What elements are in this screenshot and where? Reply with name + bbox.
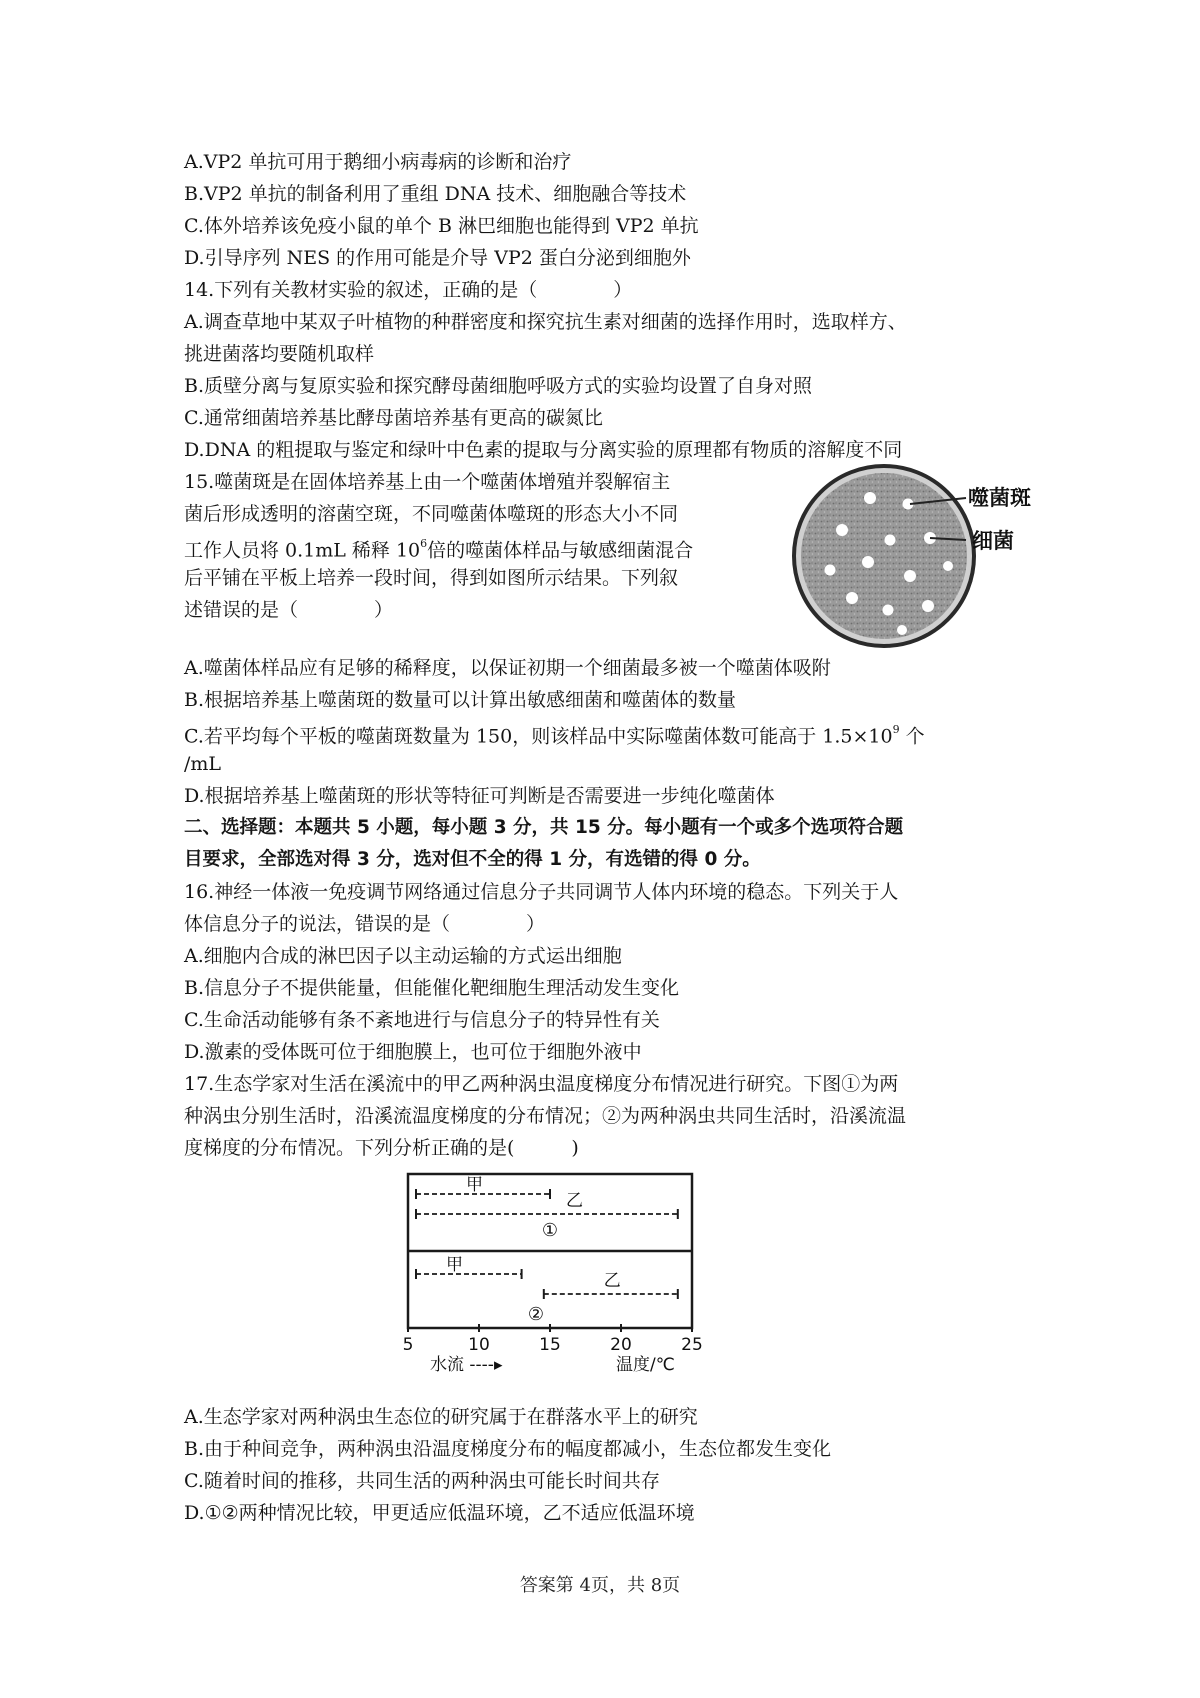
tick-label: 15 [539, 1335, 561, 1355]
plaque [862, 556, 874, 568]
q14-stem: 14.下列有关教材实验的叙述，正确的是（ ） [184, 279, 633, 301]
plaque [943, 561, 953, 571]
q15-option-c-a: C.若平均每个平板的噬菌斑数量为 150，则该样品中实际噬菌体数可能高于 1.5×10 [184, 725, 893, 748]
range-bar-jia-panel2 [416, 1255, 522, 1279]
q15-stem-line4: 后平铺在平板上培养一段时间，得到如图所示结果。下列叙 [184, 567, 679, 589]
section2-heading-line1: 二、选择题：本题共 5 小题，每小题 3 分，共 15 分。每小题有一个或多个选项符合题 [184, 817, 904, 838]
tick-label: 25 [681, 1335, 703, 1355]
q17-option-a: A.生态学家对两种涡虫生态位的研究属于在群落水平上的研究 [184, 1406, 698, 1428]
q15-dilution-exponent: 6 [420, 537, 428, 550]
q15-stem-line3-a: 工作人员将 0.1mL 稀释 10 [184, 539, 421, 562]
q13-option-c: C.体外培养该免疫小鼠的单个 B 淋巴细胞也能得到 VP2 单抗 [184, 215, 699, 237]
plaque-label: 噬菌斑 [968, 486, 1031, 510]
q15-option-c-exponent: 9 [892, 723, 900, 736]
q16-option-b: B.信息分子不提供能量，但能催化靶细胞生理活动发生变化 [184, 977, 680, 999]
q17-option-c: C.随着时间的推移，共同生活的两种涡虫可能长时间共存 [184, 1470, 660, 1492]
plaque [904, 570, 916, 582]
tick-label: 10 [468, 1335, 490, 1355]
temperature-range-diagram [390, 1172, 720, 1372]
q16-option-a: A.细胞内合成的淋巴因子以主动运输的方式运出细胞 [184, 945, 622, 967]
species-label: 甲 [446, 1255, 463, 1275]
q15-option-c [184, 719, 925, 749]
q15-option-c-b: 个 [899, 725, 925, 748]
q15-option-b: B.根据培养基上噬菌斑的数量可以计算出敏感细菌和噬菌体的数量 [184, 689, 737, 711]
q14-option-a: A.调查草地中某双子叶植物的种群密度和探究抗生素对细菌的选择作用时，选取样方、 [184, 311, 907, 333]
q15-stem-line1: 15.噬菌斑是在固体培养基上由一个噬菌体增殖并裂解宿主 [184, 471, 671, 493]
bacteria-label: 细菌 [972, 529, 1014, 553]
q13-option-a: A.VP2 单抗可用于鹅细小病毒病的诊断和治疗 [184, 151, 572, 173]
plaque [883, 605, 894, 616]
plaque [864, 492, 876, 504]
plaque [885, 535, 896, 546]
q16-option-d: D.激素的受体既可位于细胞膜上，也可位于细胞外液中 [184, 1041, 642, 1063]
q15-option-a: A.噬菌体样品应有足够的稀释度，以保证初期一个细菌最多被一个噬菌体吸附 [184, 657, 831, 679]
plaque [922, 600, 934, 612]
q15-option-d: D.根据培养基上噬菌斑的形状等特征可判断是否需要进一步纯化噬菌体 [184, 785, 775, 807]
q14-option-c: C.通常细菌培养基比酵母菌培养基有更高的碳氮比 [184, 407, 603, 429]
range-bar-yi-panel2 [544, 1271, 678, 1299]
plaque [836, 524, 848, 536]
q15-stem-line3 [184, 533, 693, 563]
range-bar-yi-panel1 [416, 1191, 678, 1219]
tick-label: 20 [610, 1335, 632, 1355]
q15-stem-line2: 菌后形成透明的溶菌空斑，不同噬菌体噬斑的形态大小不同 [184, 503, 679, 525]
panel2-label: ② [527, 1304, 545, 1325]
q17-stem-line1: 17.生态学家对生活在溪流中的甲乙两种涡虫温度梯度分布情况进行研究。下图①为两 [184, 1073, 899, 1095]
plaque [897, 625, 907, 635]
bacteria-lawn [801, 473, 967, 639]
page-footer: 答案第 4页，共 8页 [519, 1575, 681, 1596]
q15-option-c-cont: /mL [184, 753, 222, 775]
plaque [846, 592, 858, 604]
q15-stem-line5: 述错误的是（ ） [184, 599, 394, 621]
q14-option-b: B.质壁分离与复原实验和探究酵母菌细胞呼吸方式的实验均设置了自身对照 [184, 375, 813, 397]
q17-stem-line2: 种涡虫分别生活时，沿溪流温度梯度的分布情况；②为两种涡虫共同生活时，沿溪流温 [184, 1105, 907, 1127]
species-label: 乙 [566, 1191, 583, 1211]
q17-stem-line3: 度梯度的分布情况。下列分析正确的是( ) [184, 1137, 579, 1159]
q13-option-b: B.VP2 单抗的制备利用了重组 DNA 技术、细胞融合等技术 [184, 183, 687, 205]
q13-option-d: D.引导序列 NES 的作用可能是介导 VP2 蛋白分泌到细胞外 [184, 247, 691, 269]
q16-stem-line2: 体信息分子的说法，错误的是（ ） [184, 913, 546, 935]
panel1-label: ① [541, 1220, 559, 1241]
q14-option-a-cont: 挑进菌落均要随机取样 [184, 343, 375, 365]
q16-option-c: C.生命活动能够有条不紊地进行与信息分子的特异性有关 [184, 1009, 660, 1031]
q16-stem-line1: 16.神经一体液一免疫调节网络通过信息分子共同调节人体内环境的稳态。下列关于人 [184, 881, 899, 903]
tick-label: 5 [402, 1335, 414, 1355]
q14-option-d: D.DNA 的粗提取与鉴定和绿叶中色素的提取与分离实验的原理都有物质的溶解度不同 [184, 439, 903, 461]
species-label: 乙 [603, 1271, 621, 1291]
section2-heading-line2: 目要求，全部选对得 3 分，选对但不全的得 1 分，有选错的得 0 分。 [184, 849, 761, 870]
petri-dish-figure [790, 460, 1050, 656]
species-label: 甲 [466, 1175, 483, 1195]
q15-stem-line3-b: 倍的噬菌体样品与敏感细菌混合 [427, 539, 694, 562]
q17-option-d: D.①②两种情况比较，甲更适应低温环境，乙不适应低温环境 [184, 1502, 695, 1524]
temperature-axis-label: 温度/℃ [616, 1355, 675, 1372]
range-bar-jia-panel1 [416, 1175, 550, 1199]
plaque [825, 565, 836, 576]
water-flow-label: 水流 ----▸ [430, 1355, 503, 1372]
q17-option-b: B.由于种间竞争，两种涡虫沿温度梯度分布的幅度都减小，生态位都发生变化 [184, 1438, 832, 1460]
